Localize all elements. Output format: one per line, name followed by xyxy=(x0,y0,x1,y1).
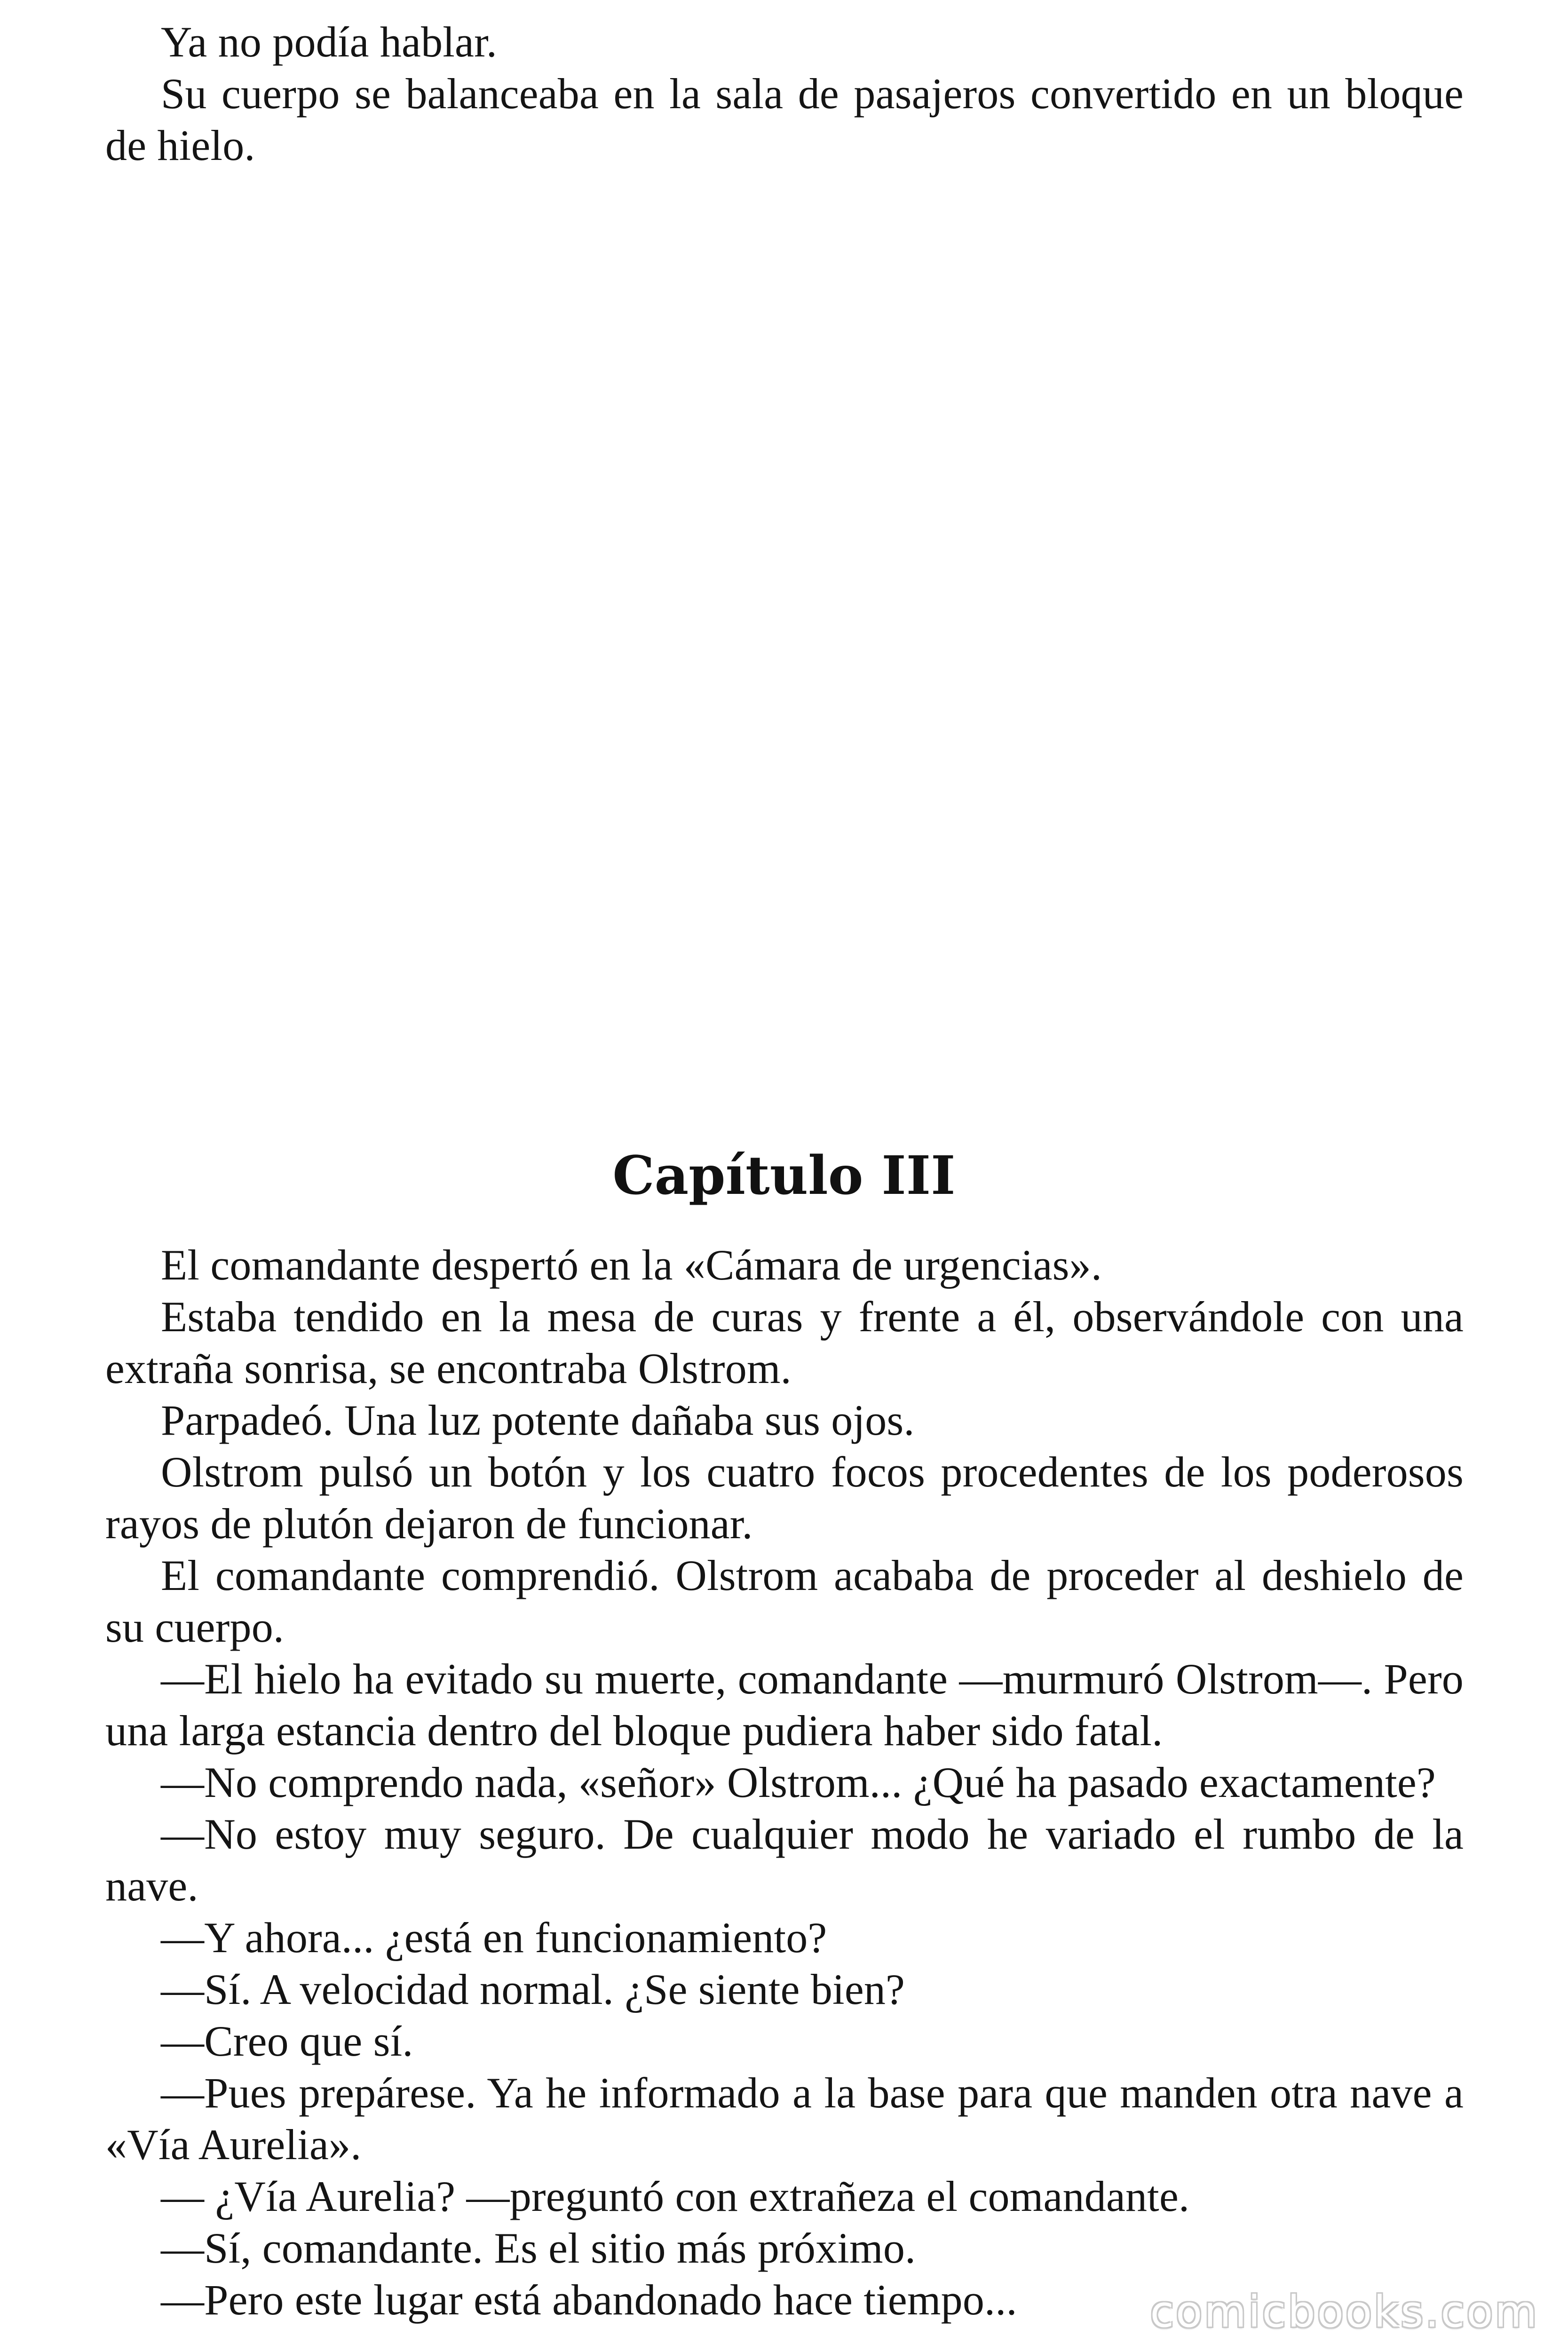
paragraph: El comandante comprendió. Olstrom acababa de proceder al deshielo de su cuerpo. xyxy=(105,1551,1464,1651)
paragraph: Ya no podía hablar. xyxy=(161,18,498,66)
paragraph: Parpadeó. Una luz potente dañaba sus ojos. xyxy=(161,1396,915,1444)
paragraph: —Pero este lugar está abandonado hace tiempo... xyxy=(161,2276,1017,2324)
watermark-logo: comicbooks.com xyxy=(1150,2287,1539,2337)
paragraph: —No comprendo nada, «señor» Olstrom... ¿Qué ha pasado exactamente? xyxy=(161,1758,1436,1806)
paragraph: —No estoy muy seguro. De cualquier modo he variado el rumbo de la nave. xyxy=(105,1810,1464,1910)
paragraph: Olstrom pulsó un botón y los cuatro focos procedentes de los poderosos rayos de plutón dejaron de funcionar. xyxy=(105,1448,1464,1548)
paragraph: —El hielo ha evitado su muerte, comandante —murmuró Olstrom—. Pero una larga estancia dentro del bloque pudiera haber sido fatal. xyxy=(105,1655,1464,1755)
paragraph: Estaba tendido en la mesa de curas y frente a él, observándole con una extraña sonrisa, se encontraba Olstrom. xyxy=(105,1293,1464,1392)
paragraph: El comandante despertó en la «Cámara de urgencias». xyxy=(161,1241,1102,1289)
chapter-body xyxy=(105,1239,1464,2326)
paragraph: Su cuerpo se balanceaba en la sala de pasajeros convertido en un bloque de hielo. xyxy=(105,70,1464,169)
paragraph: —Creo que sí. xyxy=(161,2017,413,2065)
opening-text xyxy=(105,16,1464,171)
paragraph: —Sí, comandante. Es el sitio más próximo. xyxy=(161,2224,916,2272)
paragraph: —Y ahora... ¿está en funcionamiento? xyxy=(161,1914,827,1962)
chapter-title: Capítulo III xyxy=(612,1145,956,1207)
paragraph: —Pues prepárese. Ya he informado a la base para que manden otra nave a «Vía Aurelia». xyxy=(105,2069,1464,2169)
paragraph: —Sí. A velocidad normal. ¿Se siente bien? xyxy=(161,1965,905,2013)
paragraph: — ¿Vía Aurelia? —preguntó con extrañeza el comandante. xyxy=(161,2172,1190,2220)
